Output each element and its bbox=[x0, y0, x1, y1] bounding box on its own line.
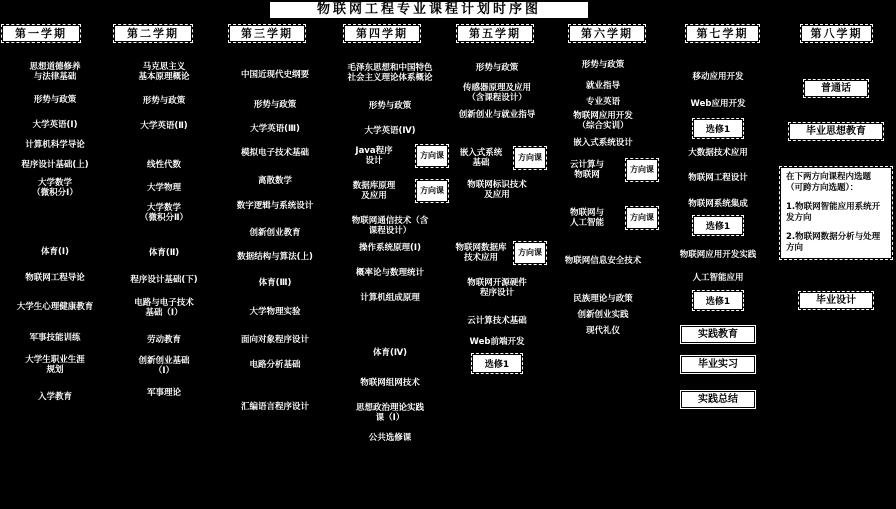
course-name bbox=[1, 355, 109, 375]
semester-8-header: 第八学期 bbox=[802, 26, 871, 41]
course-name bbox=[219, 228, 331, 238]
course-name-line: 大学数学 bbox=[37, 178, 72, 188]
direction-course-tag: 方向课 bbox=[417, 146, 447, 166]
course-name bbox=[219, 124, 331, 134]
course-name bbox=[1, 140, 109, 150]
course-item bbox=[331, 293, 449, 303]
course-name-line: 物联网应用开发 bbox=[573, 111, 633, 121]
course-name-line: 课（Ⅰ） bbox=[375, 413, 405, 423]
course-name-line: 汇编语言程序设计 bbox=[240, 402, 309, 412]
course-name bbox=[331, 403, 449, 423]
course-item bbox=[1, 95, 109, 105]
elective-box-wrap bbox=[659, 117, 777, 137]
course-item bbox=[219, 307, 331, 317]
course-item bbox=[331, 126, 449, 136]
course-name-line: 物联网开源硬件 bbox=[467, 278, 527, 288]
semester-6-header: 第六学期 bbox=[570, 26, 644, 41]
course-name-line: 模拟电子技术基础 bbox=[240, 148, 309, 158]
course-name-line: 嵌入式系统设计 bbox=[573, 138, 633, 148]
course-name-line: 大学英语(Ⅰ) bbox=[32, 120, 78, 130]
course-item bbox=[547, 256, 659, 266]
course-name-line: 人工智能 bbox=[569, 218, 604, 228]
course-item bbox=[659, 148, 777, 158]
course-name bbox=[331, 216, 449, 236]
course-name bbox=[110, 275, 218, 285]
milestone-box: 普通话 bbox=[805, 81, 867, 96]
course-name bbox=[447, 110, 547, 120]
course-name-line: 大学英语(Ⅲ) bbox=[250, 124, 300, 134]
course-item bbox=[219, 70, 331, 80]
course-name-line: （微积分Ⅰ） bbox=[32, 188, 78, 198]
course-name-line: 计算机组成原理 bbox=[360, 293, 420, 303]
course-name-line: （含课程设计） bbox=[467, 93, 527, 103]
course-name bbox=[547, 310, 659, 320]
course-name-line: 计算机科学导论 bbox=[25, 140, 85, 150]
course-item bbox=[110, 121, 218, 131]
course-name-line: 形势与政策 bbox=[142, 96, 186, 106]
course-name-line: 大学生职业生涯 bbox=[25, 355, 85, 365]
elective-box: 选修1 bbox=[694, 217, 742, 234]
course-item bbox=[447, 180, 547, 200]
direction-course-tag: 方向课 bbox=[515, 243, 545, 263]
course-item bbox=[219, 402, 331, 412]
course-item bbox=[659, 250, 777, 260]
practice-box-wrap bbox=[659, 387, 777, 407]
course-name-line: 电路分析基础 bbox=[249, 360, 301, 370]
course-name-line: 大数据技术应用 bbox=[688, 148, 748, 158]
course-item bbox=[547, 326, 659, 336]
course-name-line: 中国近现代史纲要 bbox=[240, 70, 309, 80]
course-name bbox=[219, 100, 331, 110]
course-name-line: 公共选修课 bbox=[368, 433, 412, 443]
course-name-line: 大学数学 bbox=[146, 203, 181, 213]
course-name-line: 创新创业与就业指导 bbox=[458, 110, 536, 120]
course-name bbox=[1, 95, 109, 105]
course-item bbox=[1, 333, 109, 343]
course-name-line: 概率论与数理统计 bbox=[355, 268, 424, 278]
course-item bbox=[331, 433, 449, 443]
course-item bbox=[659, 199, 777, 209]
course-name-line: 物联网数据库 bbox=[455, 243, 507, 253]
course-name-line: 体育(Ⅲ) bbox=[258, 278, 292, 288]
course-name-line: 传感器原理及应用 bbox=[462, 83, 531, 93]
course-name bbox=[447, 148, 515, 168]
course-name bbox=[547, 97, 659, 107]
course-name-line: 劳动教育 bbox=[146, 335, 181, 345]
course-item bbox=[219, 278, 331, 288]
course-name-line: 创新创业教育 bbox=[249, 228, 301, 238]
course-item bbox=[547, 81, 659, 91]
course-item bbox=[447, 148, 547, 168]
course-name bbox=[1, 62, 109, 82]
course-name-line: 专业英语 bbox=[585, 97, 620, 107]
course-name bbox=[110, 298, 218, 318]
course-item bbox=[219, 176, 331, 186]
course-name-line: 人工智能应用 bbox=[692, 273, 744, 283]
semester-3-header: 第三学期 bbox=[230, 26, 304, 41]
course-item bbox=[331, 216, 449, 236]
course-name bbox=[110, 388, 218, 398]
course-item bbox=[110, 335, 218, 345]
course-name bbox=[331, 433, 449, 443]
course-name-line: 大学英语(Ⅱ) bbox=[140, 121, 188, 131]
course-name-line: 军事技能训练 bbox=[29, 333, 81, 343]
course-name bbox=[547, 81, 659, 91]
course-item bbox=[331, 101, 449, 111]
course-item bbox=[331, 63, 449, 83]
course-item bbox=[110, 356, 218, 376]
course-name-line: 数字逻辑与系统设计 bbox=[236, 201, 314, 211]
course-name bbox=[1, 273, 109, 283]
course-item bbox=[219, 148, 331, 158]
course-name-line: 体育(Ⅳ) bbox=[372, 348, 408, 358]
course-item bbox=[110, 388, 218, 398]
course-name bbox=[331, 181, 417, 201]
elective-box-wrap bbox=[659, 289, 777, 309]
course-name-line: 程序设计 bbox=[479, 288, 514, 298]
course-item bbox=[110, 62, 218, 82]
topic-selection-note bbox=[781, 168, 891, 258]
semester-2-header: 第二学期 bbox=[115, 26, 191, 41]
course-item bbox=[547, 111, 659, 131]
course-item bbox=[219, 360, 331, 370]
course-name bbox=[659, 173, 777, 183]
course-name-line: 形势与政策 bbox=[475, 63, 519, 73]
course-name-line: Java程序 bbox=[355, 146, 393, 156]
course-item bbox=[1, 247, 109, 257]
course-item bbox=[219, 252, 331, 262]
course-item bbox=[547, 60, 659, 70]
course-item bbox=[1, 120, 109, 130]
practice-box-wrap bbox=[659, 322, 777, 342]
course-name-line: 云计算技术基础 bbox=[467, 316, 527, 326]
course-name bbox=[110, 121, 218, 131]
course-name bbox=[331, 63, 449, 83]
course-name bbox=[447, 278, 547, 298]
course-name-line: 思想政治理论实践 bbox=[355, 403, 424, 413]
course-item bbox=[547, 97, 659, 107]
course-item bbox=[1, 178, 109, 198]
course-name-line: （综合实训） bbox=[577, 121, 629, 131]
direction-course-tag: 方向课 bbox=[627, 160, 657, 180]
course-name bbox=[547, 256, 659, 266]
course-name-line: Web应用开发 bbox=[690, 99, 746, 109]
course-name-line: 云计算与 bbox=[569, 160, 604, 170]
course-name bbox=[1, 302, 109, 312]
course-name bbox=[110, 335, 218, 345]
course-name-line: 设计 bbox=[365, 156, 383, 166]
course-name-line: 形势与政策 bbox=[253, 100, 297, 110]
direction-course-tag: 方向课 bbox=[417, 181, 447, 201]
course-name-line: 创新创业实践 bbox=[577, 310, 629, 320]
course-name bbox=[447, 337, 547, 347]
course-name-line: 毛泽东思想和中国特色 bbox=[347, 63, 433, 73]
course-item bbox=[219, 201, 331, 211]
course-name-line: 形势与政策 bbox=[368, 101, 412, 111]
course-name bbox=[447, 63, 547, 73]
course-item bbox=[110, 275, 218, 285]
course-name-line: 物联网 bbox=[574, 170, 600, 180]
course-name bbox=[1, 247, 109, 257]
course-item bbox=[110, 298, 218, 318]
course-name-line: 基础 bbox=[472, 158, 490, 168]
course-item bbox=[547, 310, 659, 320]
course-name-line: 大学英语(Ⅳ) bbox=[364, 126, 416, 136]
course-name-line: 物联网标识技术 bbox=[467, 180, 527, 190]
course-name-line: 入学教育 bbox=[37, 392, 72, 402]
course-name bbox=[110, 183, 218, 193]
course-name bbox=[1, 178, 109, 198]
course-name-line: 操作系统原理(Ⅰ) bbox=[359, 243, 421, 253]
course-item bbox=[219, 100, 331, 110]
course-name bbox=[447, 316, 547, 326]
course-name-line: （Ⅰ） bbox=[153, 366, 175, 376]
course-name-line: 形势与政策 bbox=[581, 60, 625, 70]
course-name bbox=[447, 180, 547, 200]
course-item bbox=[331, 268, 449, 278]
practice-box-wrap bbox=[777, 288, 895, 308]
course-item bbox=[219, 335, 331, 345]
practice-box-wrap bbox=[777, 119, 895, 139]
milestone-box: 实践教育 bbox=[682, 327, 754, 342]
course-name bbox=[331, 126, 449, 136]
course-item bbox=[219, 124, 331, 134]
course-name-line: 物联网与 bbox=[569, 208, 604, 218]
course-item bbox=[447, 110, 547, 120]
course-item bbox=[1, 302, 109, 312]
course-name-line: （微积分Ⅱ） bbox=[139, 213, 189, 223]
course-name-line: 与法律基础 bbox=[33, 72, 77, 82]
course-name bbox=[219, 402, 331, 412]
course-name bbox=[547, 326, 659, 336]
elective-box: 选修1 bbox=[473, 355, 521, 372]
diagram-title: 物联网工程专业课程计划时序图 bbox=[270, 2, 588, 18]
course-name-line: 物联网信息安全技术 bbox=[564, 256, 642, 266]
course-name bbox=[219, 148, 331, 158]
course-name bbox=[219, 360, 331, 370]
course-name bbox=[110, 203, 218, 223]
course-item bbox=[547, 294, 659, 304]
course-name-line: 体育(Ⅱ) bbox=[148, 248, 180, 258]
milestone-box: 毕业实习 bbox=[682, 357, 754, 372]
course-name bbox=[219, 70, 331, 80]
course-name-line: 程序设计基础(下) bbox=[130, 275, 198, 285]
course-item bbox=[447, 243, 547, 263]
course-item bbox=[331, 243, 449, 253]
course-name bbox=[110, 96, 218, 106]
course-name bbox=[331, 146, 417, 166]
course-name-line: 基础（Ⅰ） bbox=[145, 308, 183, 318]
course-name bbox=[447, 243, 515, 263]
course-name-line: 就业指导 bbox=[585, 81, 620, 91]
note-paragraph: 1.物联网智能应用系统开发方向 bbox=[786, 202, 881, 223]
course-name-line: 形势与政策 bbox=[33, 95, 77, 105]
course-name-line: 程序设计基础(上) bbox=[21, 160, 89, 170]
course-name bbox=[219, 201, 331, 211]
course-name-line: 技术应用 bbox=[463, 253, 498, 263]
course-item bbox=[331, 403, 449, 423]
course-item bbox=[1, 355, 109, 375]
course-name-line: 课程设计） bbox=[368, 226, 412, 236]
course-name-line: 现代礼仪 bbox=[585, 326, 620, 336]
semester-7-header: 第七学期 bbox=[687, 26, 758, 41]
course-name-line: 大学物理 bbox=[146, 183, 181, 193]
course-name bbox=[331, 378, 449, 388]
course-name bbox=[219, 307, 331, 317]
semester-1-header: 第一学期 bbox=[3, 26, 79, 41]
practice-box-wrap bbox=[777, 76, 895, 96]
course-name-line: 物联网工程导论 bbox=[25, 273, 85, 283]
practice-box-wrap bbox=[659, 352, 777, 372]
course-name bbox=[219, 278, 331, 288]
course-name bbox=[547, 111, 659, 131]
course-item bbox=[547, 160, 659, 180]
course-name-line: 嵌入式系统 bbox=[459, 148, 503, 158]
course-name bbox=[331, 101, 449, 111]
direction-course-tag: 方向课 bbox=[515, 148, 545, 168]
course-name bbox=[331, 348, 449, 358]
course-name-line: 基本原理概论 bbox=[138, 72, 190, 82]
elective-box-wrap bbox=[659, 214, 777, 234]
course-item bbox=[447, 83, 547, 103]
course-item bbox=[659, 72, 777, 82]
course-item bbox=[447, 63, 547, 73]
semester-5-header: 第五学期 bbox=[458, 26, 532, 41]
course-name-line: 社会主义理论体系概论 bbox=[347, 73, 433, 83]
course-item bbox=[547, 208, 659, 228]
course-item bbox=[447, 316, 547, 326]
course-name bbox=[547, 294, 659, 304]
course-name bbox=[110, 248, 218, 258]
course-name-line: 物联网系统集成 bbox=[688, 199, 748, 209]
course-name-line: 移动应用开发 bbox=[692, 72, 744, 82]
course-name bbox=[659, 273, 777, 283]
course-name bbox=[331, 293, 449, 303]
course-name-line: 大学生心理健康教育 bbox=[16, 302, 94, 312]
course-name-line: 物联网通信技术（含 bbox=[351, 216, 429, 226]
note-box-wrap bbox=[777, 168, 895, 258]
course-item bbox=[659, 99, 777, 109]
course-name-line: 物联网工程设计 bbox=[688, 173, 748, 183]
course-name-line: 物联网组网技术 bbox=[360, 378, 420, 388]
course-item bbox=[331, 146, 449, 166]
course-name bbox=[447, 83, 547, 103]
course-name bbox=[1, 160, 109, 170]
course-item bbox=[1, 392, 109, 402]
elective-box: 选修1 bbox=[694, 120, 742, 137]
course-name bbox=[219, 252, 331, 262]
course-name-line: 军事理论 bbox=[146, 388, 181, 398]
course-item bbox=[1, 160, 109, 170]
semester-4-header: 第四学期 bbox=[345, 26, 419, 41]
course-item bbox=[110, 248, 218, 258]
course-name bbox=[1, 392, 109, 402]
course-name bbox=[1, 333, 109, 343]
course-name bbox=[219, 335, 331, 345]
course-item bbox=[219, 228, 331, 238]
note-paragraph: 在下两方向课程内选题（可跨方向选题）： bbox=[786, 172, 872, 193]
course-name bbox=[331, 243, 449, 253]
course-item bbox=[447, 337, 547, 347]
course-item bbox=[110, 203, 218, 223]
course-name-line: 物联网应用开发实践 bbox=[679, 250, 757, 260]
course-name bbox=[110, 62, 218, 82]
course-item bbox=[331, 348, 449, 358]
course-item bbox=[1, 140, 109, 150]
elective-box-wrap bbox=[447, 352, 547, 372]
course-name bbox=[659, 199, 777, 209]
course-name-line: 及应用 bbox=[484, 190, 510, 200]
course-name-line: 规划 bbox=[46, 365, 64, 375]
course-name bbox=[659, 250, 777, 260]
milestone-box: 实践总结 bbox=[682, 392, 754, 407]
milestone-box: 毕业思想教育 bbox=[790, 124, 882, 139]
course-name-line: 马克思主义 bbox=[142, 62, 186, 72]
course-name bbox=[659, 148, 777, 158]
course-name bbox=[110, 160, 218, 170]
course-name bbox=[659, 99, 777, 109]
course-name-line: 及应用 bbox=[361, 191, 387, 201]
course-item bbox=[110, 96, 218, 106]
course-item bbox=[110, 160, 218, 170]
course-name bbox=[110, 356, 218, 376]
direction-course-tag: 方向课 bbox=[627, 208, 657, 228]
elective-box: 选修1 bbox=[694, 292, 742, 309]
course-name bbox=[547, 138, 659, 148]
course-item bbox=[547, 138, 659, 148]
course-name bbox=[331, 268, 449, 278]
course-name bbox=[547, 60, 659, 70]
course-item bbox=[1, 273, 109, 283]
course-name-line: 面向对象程序设计 bbox=[240, 335, 309, 345]
course-name-line: Web前端开发 bbox=[469, 337, 525, 347]
course-item bbox=[110, 183, 218, 193]
course-name-line: 数据库原理 bbox=[352, 181, 396, 191]
note-paragraph: 2.物联网数据分析与处理方向 bbox=[786, 232, 881, 253]
course-item bbox=[1, 62, 109, 82]
course-item bbox=[659, 173, 777, 183]
course-name-line: 思想道德修养 bbox=[29, 62, 81, 72]
course-name-line: 民族理论与政策 bbox=[573, 294, 633, 304]
course-name-line: 体育(Ⅰ) bbox=[41, 247, 69, 257]
course-name-line: 创新创业基础 bbox=[138, 356, 190, 366]
course-item bbox=[447, 278, 547, 298]
course-name-line: 大学物理实验 bbox=[249, 307, 301, 317]
milestone-box: 毕业设计 bbox=[800, 293, 872, 308]
course-item bbox=[331, 378, 449, 388]
course-name-line: 电路与电子技术 bbox=[134, 298, 194, 308]
course-name bbox=[547, 208, 627, 228]
course-name bbox=[547, 160, 627, 180]
course-name-line: 线性代数 bbox=[146, 160, 181, 170]
course-name bbox=[659, 72, 777, 82]
course-item bbox=[331, 181, 449, 201]
course-name bbox=[1, 120, 109, 130]
course-name-line: 离散数学 bbox=[257, 176, 292, 186]
course-name-line: 数据结构与算法(上) bbox=[237, 252, 313, 262]
course-item bbox=[659, 273, 777, 283]
course-name bbox=[219, 176, 331, 186]
